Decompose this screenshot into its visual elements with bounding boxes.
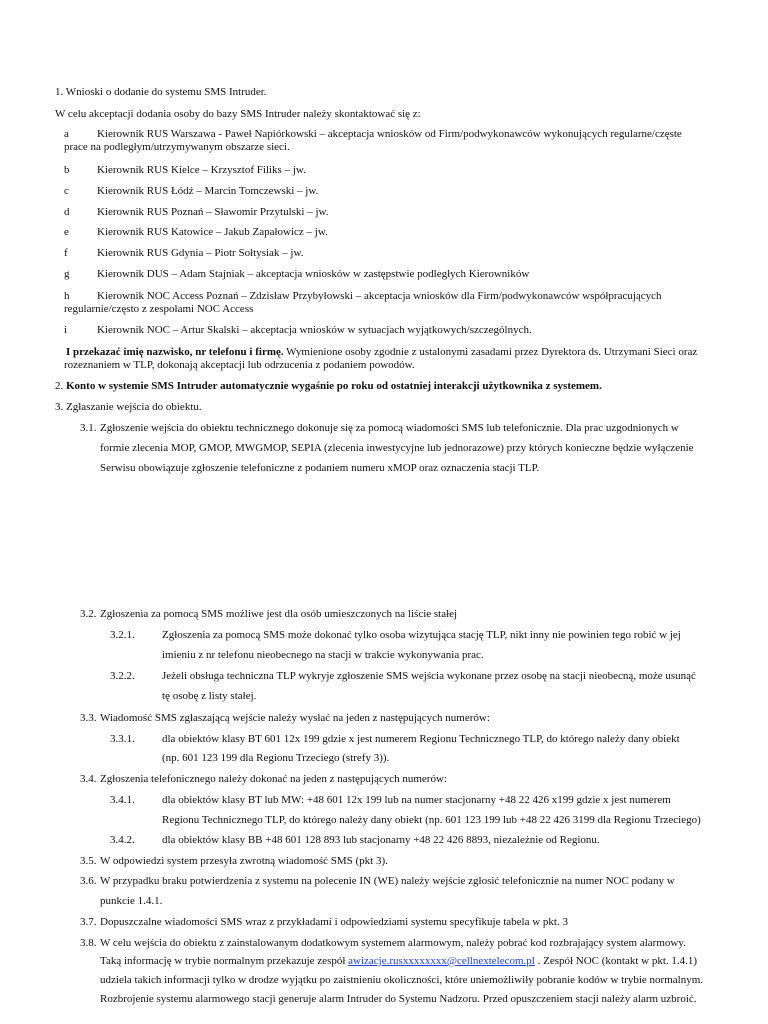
subsubsection-number: 3.4.1. xyxy=(110,794,135,806)
section-1-heading: 1. Wnioski o dodanie do systemu SMS Intruder. xyxy=(55,86,267,98)
list-item: Kierownik RUS Łódź – Marcin Tomczewski – jw. xyxy=(97,185,319,197)
section-1-note xyxy=(66,346,697,359)
subsection-3-5-text: W odpowiedzi system przesyła zwrotną wiadomość SMS (pkt 3). xyxy=(100,855,388,867)
subsection-number: 3.6. xyxy=(80,875,97,887)
subsubsection-text: tę osobę z listy stałej. xyxy=(162,690,257,702)
subsubsection-text: dla obiektów klasy BT 601 12x 199 gdzie x jest numerem Regionu Technicznego TLP, do którego należy dany obiekt xyxy=(162,733,680,745)
subsubsection-text: Regionu Technicznego TLP, do którego należy dany obiekt (np. 601 123 199 lub +48 22 426 3199 dla Regionu Trzeciego) xyxy=(162,814,701,826)
list-item: Kierownik RUS Katowice – Jakub Zapałowicz – jw. xyxy=(97,226,328,238)
subsubsection-number: 3.2.2. xyxy=(110,670,135,682)
subsection-number: 3.1. xyxy=(80,422,97,434)
subsubsection-number: 3.2.1. xyxy=(110,629,135,641)
subsection-3-8-text xyxy=(100,955,697,968)
list-item-marker: d xyxy=(64,206,70,218)
subsection-3-6-text: punkcie 1.4.1. xyxy=(100,895,163,907)
subsubsection-text: dla obiektów klasy BB +48 601 128 893 lub stacjonarny +48 22 426 8893, niezależnie od Regionu. xyxy=(162,834,600,846)
section-1-intro: W celu akceptacji dodania osoby do bazy SMS Intruder należy skontaktować się z: xyxy=(55,108,421,120)
list-item: Kierownik RUS Warszawa - Paweł Napiórkowski – akceptacja wniosków od Firm/podwykonawców wykonujących regularne/częste xyxy=(97,128,682,140)
section-2-number: 2. xyxy=(55,380,64,392)
subsection-3-8-text: udziela takich informacji tylko w drodze wyjątku po zaistnieniu okoliczności, które uniemożliwiły pobranie kodów w trybie normalnym. xyxy=(100,974,704,986)
list-item-marker: e xyxy=(64,226,69,238)
subsection-number: 3.2. xyxy=(80,608,97,620)
subsection-number: 3.3. xyxy=(80,712,97,724)
section-3-heading: 3. Zgłaszanie wejścia do obiektu. xyxy=(55,401,202,413)
section-2 xyxy=(55,380,602,393)
subsubsection-number: 3.3.1. xyxy=(110,733,135,745)
list-item: Kierownik RUS Gdynia – Piotr Sołtysiak – jw. xyxy=(97,247,304,259)
note-text: Wymienione osoby zgodnie z ustalonymi zasadami przez Dyrektora ds. Utrzymani Sieci oraz xyxy=(283,346,698,358)
subsection-3-7-text: Dopuszczalne wiadomości SMS wraz z przykładami i odpowiedziami systemu specyfikuje tabela w pkt. 3 xyxy=(100,916,568,928)
subsubsection-text: dla obiektów klasy BT lub MW: +48 601 12x 199 lub na numer stacjonarny +48 22 426 x199 gdzie x jest numerem xyxy=(162,794,671,806)
list-item-marker: h xyxy=(64,290,70,302)
list-item: Kierownik NOC – Artur Skalski – akceptacja wniosków w sytuacjach wyjątkowych/szczególnych. xyxy=(97,324,532,336)
subsubsection-text: imieniu z nr telefonu nieobecnego na stacji w trakcie wykonywania prac. xyxy=(162,649,484,661)
list-item-marker: c xyxy=(64,185,69,197)
list-item-marker: i xyxy=(64,324,68,336)
subsubsection-text: (np. 601 123 199 dla Regionu Trzeciego (strefy 3)). xyxy=(162,752,390,764)
subsection-3-8-text: Rozbrojenie systemu alarmowego stacji generuje alarm Intruder do Systemu Nadzoru. Przed opuszczeniem stacji należy alarm uzbroić. xyxy=(100,993,697,1005)
list-item-marker: f xyxy=(64,247,68,259)
section-2-text: Konto w systemie SMS Intruder automatycznie wygaśnie po roku od ostatniej interakcji użytkownika z systemem. xyxy=(66,380,602,392)
subsection-number: 3.7. xyxy=(80,916,97,928)
subsection-3-1-text: formie zlecenia MOP, GMOP, MWGMOP, SEPIA (zlecenia inwestycyjne lub jednorazowe) przy których konieczne będzie wyłączenie xyxy=(100,442,694,454)
subsection-3-4-text: Zgłoszenia telefonicznego należy dokonać na jeden z następujących numerów: xyxy=(100,773,447,785)
subsection-number: 3.8. xyxy=(80,937,97,949)
subsubsection-text: Jeżeli obsługa techniczna TLP wykryje zgłoszenie SMS wejścia wykonane przez osobę na stacji nieobecną, może usunąć xyxy=(162,670,696,682)
subsubsection-text: Zgłoszenia za pomocą SMS może dokonać tylko osoba wizytująca stację TLP, nikt inny nie powinien tego robić w jej xyxy=(162,629,681,641)
list-item: Kierownik RUS Poznań – Sławomir Przytulski – jw. xyxy=(97,206,329,218)
list-item-marker: a xyxy=(64,128,69,140)
subsection-3-6-text: W przypadku braku potwierdzenia z systemu na polecenie IN (WE) należy wejście zgłosić telefonicznie na numer NOC podany w xyxy=(100,875,675,887)
subsection-3-3-text: Wiadomość SMS zgłaszającą wejście należy wysłać na jeden z następujących numerów: xyxy=(100,712,490,724)
subsubsection-number: 3.4.2. xyxy=(110,834,135,846)
list-item: Kierownik DUS – Adam Stajniak – akceptacja wniosków w zastępstwie podległych Kierowników xyxy=(97,268,530,280)
list-item-continuation: regularnie/często z zespołami NOC Access xyxy=(64,303,254,315)
subsection-3-1-text: Serwisu obowiązuje zgłoszenie telefoniczne z podaniem numeru xMOP oraz oznaczenia stacji TLP. xyxy=(100,462,540,474)
subsection-number: 3.5. xyxy=(80,855,97,867)
subsection-3-2-text: Zgłoszenia za pomocą SMS możliwe jest dla osób umieszczonych na liście stałej xyxy=(100,608,458,620)
section-1-note-continuation: rozeznaniem w TLP, dokonają akceptacji lub odrzucenia z podaniem powodów. xyxy=(64,359,415,371)
subsection-number: 3.4. xyxy=(80,773,97,785)
note-bold-text: I przekazać imię nazwisko, nr telefonu i firmę. xyxy=(66,346,284,358)
list-item-marker: g xyxy=(64,268,70,280)
list-item: Kierownik RUS Kielce – Krzysztof Filiks – jw. xyxy=(97,164,306,176)
subsection-3-1-text: Zgłoszenie wejścia do obiektu technicznego dokonuje się za pomocą wiadomości SMS lub telefonicznie. Dla prac uzgodnionych w xyxy=(100,422,679,434)
list-item-continuation: prace na podległym/utrzymywanym obszarze sieci. xyxy=(64,141,290,153)
list-item-marker: b xyxy=(64,164,70,176)
subsection-3-8-text: W celu wejścia do obiektu z zainstalowanym dodatkowym systemem alarmowym, należy pobrać kod rozbrajający system alarmowy. xyxy=(100,937,686,949)
text-before-email: Taką informację w trybie normalnym przekazuje zespół xyxy=(100,955,349,967)
text-after-email: . Zespół NOC (kontakt w pkt. 1.4.1) xyxy=(534,955,698,967)
email-link[interactable]: awizacje.rusxxxxxxxx@cellnextelecom.pl xyxy=(348,955,535,967)
list-item: Kierownik NOC Access Poznań – Zdzisław Przybyłowski – akceptacja wniosków dla Firm/podwykonawców współpracujących xyxy=(97,290,662,302)
